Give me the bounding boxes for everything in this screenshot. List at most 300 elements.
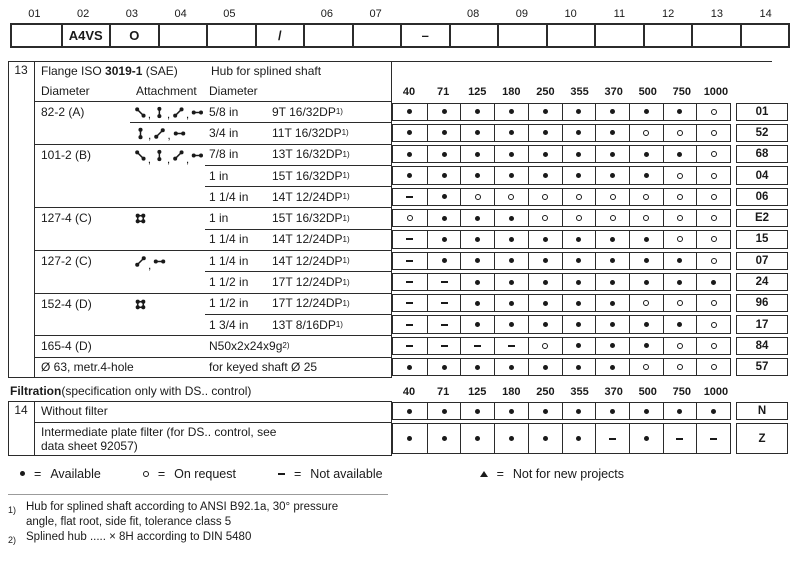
not-available-dash	[609, 438, 616, 440]
comma-separator: ,	[147, 106, 152, 121]
hub-size: 1 3/4 in	[205, 314, 268, 335]
availability-cell	[562, 167, 596, 183]
availability-cell	[393, 338, 427, 354]
availability-cell	[663, 125, 697, 141]
availability-row	[392, 358, 731, 376]
availability-row	[392, 230, 731, 248]
available-dot	[475, 409, 480, 414]
availability-cell	[562, 253, 596, 269]
availability-cell	[494, 231, 528, 247]
size-column-header: 125	[468, 86, 487, 98]
availability-cell	[629, 231, 663, 247]
availability-cell	[663, 316, 697, 332]
on-request-dot	[677, 194, 683, 200]
availability-row	[392, 188, 731, 206]
size-column-header: 71	[437, 86, 450, 98]
available-dot	[509, 280, 514, 285]
available-dot	[475, 322, 480, 327]
availability-cell	[494, 424, 528, 453]
availability-row	[392, 252, 731, 270]
position-label: 10	[564, 8, 577, 20]
on-request-dot	[542, 343, 548, 349]
on-request-dot	[711, 215, 717, 221]
hub-size: 1 in	[205, 165, 268, 186]
availability-cell	[460, 359, 494, 375]
availability-cell	[663, 274, 697, 290]
available-dot	[407, 173, 412, 178]
availability-cell	[427, 210, 461, 226]
position-label: 02	[77, 8, 90, 20]
availability-cell	[460, 146, 494, 162]
spline-spec: 15T 16/32DP 1)	[268, 207, 392, 228]
available-dot	[644, 173, 649, 178]
availability-row	[392, 337, 731, 355]
available-dot	[610, 365, 615, 370]
availability-cell	[696, 146, 730, 162]
not-available-dash	[406, 324, 413, 326]
size-column-headers	[392, 379, 733, 401]
not-available-dash	[406, 345, 413, 347]
availability-cell	[562, 295, 596, 311]
availability-cell	[696, 253, 730, 269]
availability-cell	[427, 295, 461, 311]
not-available-dash	[441, 302, 448, 304]
flange-header-standard: 3019-1	[105, 63, 143, 78]
available-dot	[442, 194, 447, 199]
legend-label: On request	[174, 466, 236, 481]
spline-text: 14T 12/24DP	[272, 232, 343, 247]
availability-cell	[528, 125, 562, 141]
availability-cell	[528, 210, 562, 226]
dumbbell-diagonal-down-icon	[134, 149, 147, 162]
availability-cell	[629, 359, 663, 375]
availability-cell	[494, 316, 528, 332]
order-code-cell	[158, 25, 207, 46]
not-available-dash	[406, 281, 413, 283]
available-dot	[610, 173, 615, 178]
order-code-cell	[691, 25, 740, 46]
spline-text: 14T 12/24DP	[272, 253, 343, 268]
available-dot	[509, 152, 514, 157]
availability-cell	[595, 231, 629, 247]
triangle-marker-icon	[480, 471, 488, 477]
available-dot	[543, 130, 548, 135]
on-request-dot	[475, 194, 481, 200]
available-dot	[677, 409, 682, 414]
not-available-dash	[406, 238, 413, 240]
spline-text: 13T 16/32DP	[272, 147, 343, 162]
size-column-header: 355	[570, 385, 589, 398]
availability-cell	[494, 403, 528, 419]
available-dot	[442, 152, 447, 157]
available-dot	[543, 436, 548, 441]
availability-cell	[562, 104, 596, 120]
equals-sign: =	[293, 466, 302, 481]
availability-cell	[562, 274, 596, 290]
on-request-dot	[711, 151, 717, 157]
availability-cell	[427, 125, 461, 141]
available-dot	[610, 322, 615, 327]
availability-cell	[696, 338, 730, 354]
availability-row	[392, 145, 731, 163]
available-dot	[677, 322, 682, 327]
availability-cell	[393, 403, 427, 419]
availability-cell	[562, 403, 596, 419]
order-code-cell	[740, 25, 789, 46]
availability-cell	[494, 210, 528, 226]
model-code: 84	[736, 337, 788, 355]
dumbbell-diagonal-up-icon	[153, 127, 166, 140]
footnote-text: Splined hub ..... × 8H according to DIN 5480	[26, 530, 252, 543]
availability-cell	[629, 146, 663, 162]
dumbbell-diagonal-up-icon	[134, 255, 147, 268]
availability-cell	[427, 231, 461, 247]
on-request-dot	[711, 173, 717, 179]
attachment-icons	[130, 293, 205, 336]
availability-cell	[696, 189, 730, 205]
footnote-marker: 2)	[8, 534, 17, 545]
availability-cell	[427, 424, 461, 453]
hub-size: 1 1/4 in	[205, 229, 268, 250]
order-code-cell	[206, 25, 255, 46]
spline-spec: 13T 8/16DP 1)	[268, 314, 392, 335]
availability-cell	[427, 274, 461, 290]
size-column-header: 40	[402, 385, 416, 398]
availability-cell	[663, 210, 697, 226]
available-dot	[407, 409, 412, 414]
on-request-dot	[643, 364, 649, 370]
availability-cell	[663, 338, 697, 354]
order-code-separator-cell: /	[255, 25, 304, 46]
legend-item-not-for-new-projects	[480, 467, 624, 481]
not-available-dash	[441, 324, 448, 326]
available-dot	[576, 152, 581, 157]
availability-cell	[595, 295, 629, 311]
filtration-title-rest: (specification only with DS.. control)	[61, 383, 252, 398]
model-code: 04	[736, 166, 788, 184]
not-available-dash	[676, 438, 683, 440]
dumbbell-horizontal-icon	[173, 127, 186, 140]
legend	[20, 467, 800, 481]
availability-cell	[427, 338, 461, 354]
position-label	[254, 6, 303, 23]
availability-cell	[696, 424, 730, 453]
size-column-header: 71	[437, 385, 450, 398]
available-dot	[644, 343, 649, 348]
available-dot	[475, 436, 480, 441]
available-dot	[20, 471, 25, 476]
available-dot	[576, 322, 581, 327]
on-request-dot	[576, 215, 582, 221]
availability-cell	[427, 167, 461, 183]
available-dot	[711, 409, 716, 414]
order-code-cell: A4VS	[61, 25, 110, 46]
availability-cell	[460, 167, 494, 183]
on-request-dot	[711, 194, 717, 200]
availability-cell	[562, 316, 596, 332]
availability-cell	[393, 125, 427, 141]
dumbbell-diagonal-up-icon	[172, 106, 185, 119]
availability-cell	[494, 104, 528, 120]
on-request-dot	[711, 343, 717, 349]
flange-size: 101-2 (B)	[35, 144, 130, 208]
available-dot	[543, 409, 548, 414]
dumbbell-horizontal-icon	[153, 255, 166, 268]
availability-cell	[460, 210, 494, 226]
available-dot	[576, 436, 581, 441]
on-request-dot	[711, 109, 717, 115]
hub-size: 3/4 in	[205, 122, 268, 143]
availability-cell	[528, 189, 562, 205]
availability-cell	[595, 104, 629, 120]
equals-sign: =	[157, 466, 166, 481]
on-request-dot	[677, 236, 683, 242]
availability-cell	[460, 403, 494, 419]
filter-option: Without filter	[41, 403, 108, 418]
availability-cell	[393, 210, 427, 226]
hub-size: 1 1/2 in	[205, 293, 268, 314]
availability-cell	[696, 210, 730, 226]
order-code-cell: O	[109, 25, 158, 46]
comma-separator: ,	[148, 258, 152, 273]
order-code-separator-cell: –	[400, 25, 449, 46]
availability-cell	[595, 359, 629, 375]
available-dot	[475, 365, 480, 370]
filter-option-text: Intermediate plate filter (for DS.. control, see data sheet 92057)	[41, 425, 277, 454]
available-dot	[576, 365, 581, 370]
spline-spec: 15T 16/32DP 1)	[268, 165, 392, 186]
legend-item-on-request	[143, 467, 236, 481]
available-dot	[677, 280, 682, 285]
position-label: 13	[710, 8, 723, 20]
available-dot	[543, 280, 548, 285]
dumbbell-diagonal-up-icon	[172, 149, 185, 162]
available-dot	[475, 130, 480, 135]
legend-item-not-available	[278, 467, 383, 481]
available-dot	[442, 173, 447, 178]
available-dot	[509, 173, 514, 178]
availability-cell	[460, 295, 494, 311]
availability-cell	[393, 424, 427, 453]
available-dot	[576, 237, 581, 242]
availability-cell	[663, 403, 697, 419]
spline-text: 14T 12/24DP	[272, 189, 343, 204]
legend-label: Not available	[310, 466, 383, 481]
availability-cell	[696, 403, 730, 419]
on-request-dot	[576, 194, 582, 200]
triangle-marker	[480, 471, 488, 477]
model-code: 07	[736, 252, 788, 270]
flange-hub-table	[8, 61, 788, 378]
available-dot	[407, 436, 412, 441]
availability-cell	[494, 253, 528, 269]
availability-cell	[663, 359, 697, 375]
available-dot	[576, 343, 581, 348]
availability-cell	[629, 253, 663, 269]
model-code: 15	[736, 230, 788, 248]
not-available-dash	[474, 345, 481, 347]
dumbbell-horizontal-icon	[191, 106, 204, 119]
available-dot	[442, 216, 447, 221]
on-request-dot	[711, 236, 717, 242]
model-code: 57	[736, 358, 788, 376]
available-dot	[644, 409, 649, 414]
available-dot	[610, 130, 615, 135]
on-request-dot	[610, 215, 616, 221]
flange-size: 127-2 (C)	[35, 250, 130, 293]
not-available-dash	[710, 438, 717, 440]
on-request-dot	[610, 194, 616, 200]
on-request-dot	[711, 300, 717, 306]
on-request-dot	[677, 130, 683, 136]
comma-separator: ,	[185, 106, 190, 121]
on-request-dot	[677, 173, 683, 179]
dumbbell-vertical-icon	[153, 106, 166, 119]
flange-size: 152-4 (D)	[35, 293, 130, 336]
availability-cell	[629, 210, 663, 226]
filtration-title-bold: Filtration	[10, 383, 62, 398]
available-dot	[407, 130, 412, 135]
availability-cell	[528, 316, 562, 332]
available-dot	[576, 301, 581, 306]
availability-cell	[393, 359, 427, 375]
size-column-header: 180	[502, 86, 521, 98]
availability-cell	[494, 274, 528, 290]
availability-cell	[494, 359, 528, 375]
available-dot	[509, 109, 514, 114]
on-request-dot	[677, 215, 683, 221]
availability-cell	[696, 231, 730, 247]
not-available-dash	[278, 473, 285, 475]
availability-cell	[595, 167, 629, 183]
availability-cell	[595, 274, 629, 290]
available-dot	[442, 109, 447, 114]
available-dot	[442, 409, 447, 414]
availability-cell	[494, 167, 528, 183]
spline-spec: 14T 12/24DP 1)	[268, 229, 392, 250]
available-dot	[644, 109, 649, 114]
available-dot	[509, 409, 514, 414]
footnote-divider	[8, 494, 388, 495]
legend-item-available	[20, 467, 101, 481]
not-available-dash	[278, 473, 285, 475]
availability-cell	[528, 359, 562, 375]
on-request-dot	[143, 471, 149, 477]
model-code: E2	[736, 209, 788, 227]
availability-cell	[393, 146, 427, 162]
comma-separator: ,	[167, 127, 171, 142]
spline-text: 13T 8/16DP	[272, 317, 336, 332]
availability-cell	[629, 189, 663, 205]
model-code: 06	[736, 188, 788, 206]
hub-size: 1 1/2 in	[205, 271, 268, 292]
attachment-icons	[130, 101, 205, 122]
dumbbell-vertical-icon	[134, 127, 147, 140]
four-dot-square-icon	[134, 212, 147, 225]
available-dot	[610, 301, 615, 306]
availability-cell	[494, 338, 528, 354]
position-label: 11	[613, 8, 626, 20]
availability-cell	[696, 167, 730, 183]
on-request-dot	[677, 343, 683, 349]
availability-cell	[494, 295, 528, 311]
attachment-icons	[130, 144, 205, 208]
availability-cell	[562, 424, 596, 453]
available-dot	[610, 280, 615, 285]
filter-option	[35, 422, 392, 456]
availability-row	[392, 294, 731, 312]
position-label: 09	[515, 8, 528, 20]
spline-spec: 11T 16/32DP 1)	[268, 122, 392, 143]
available-dot	[610, 109, 615, 114]
on-request-dot	[508, 194, 514, 200]
four-dot-square-icon	[134, 298, 147, 311]
available-dot	[543, 173, 548, 178]
availability-cell	[696, 125, 730, 141]
available-dot	[509, 130, 514, 135]
available-dot	[644, 237, 649, 242]
dumbbell-vertical-icon	[153, 149, 166, 162]
size-column-header: 370	[604, 86, 623, 98]
on-request-dot	[711, 258, 717, 264]
spline-spec	[205, 357, 392, 378]
availability-cell	[595, 146, 629, 162]
spline-text: 17T 12/24DP	[272, 275, 343, 290]
position-label	[400, 6, 449, 23]
available-dot	[543, 152, 548, 157]
availability-row	[392, 402, 731, 420]
flange-header-prefix: Flange ISO	[41, 63, 102, 78]
availability-row	[392, 423, 731, 454]
attachment-icons	[130, 207, 205, 250]
available-dot	[442, 436, 447, 441]
hub-header: Hub for splined shaft	[211, 63, 322, 78]
position-label: 08	[467, 8, 480, 20]
availability-row	[392, 124, 731, 142]
size-column-header: 250	[536, 86, 555, 98]
on-request-dot	[143, 471, 149, 477]
availability-cell	[663, 253, 697, 269]
availability-cell	[663, 167, 697, 183]
spline-text: 15T 16/32DP	[272, 211, 343, 226]
availability-cell	[696, 274, 730, 290]
spline-text: N50x2x24x9g	[209, 338, 283, 353]
available-dot	[576, 109, 581, 114]
available-dot	[543, 365, 548, 370]
available-dot	[442, 365, 447, 370]
footnote-marker: 1)	[8, 504, 17, 515]
spline-text: 11T 16/32DP	[272, 125, 342, 140]
on-request-dot	[643, 130, 649, 136]
available-dot	[509, 258, 514, 263]
available-dot	[610, 409, 615, 414]
position-label: 07	[369, 8, 382, 20]
footnote-2	[8, 530, 800, 548]
flange-size: 82-2 (A)	[35, 101, 130, 144]
order-code-cell	[352, 25, 401, 46]
available-dot	[644, 258, 649, 263]
available-dot	[644, 152, 649, 157]
order-code-cell	[449, 25, 498, 46]
order-code-bar	[10, 6, 790, 48]
available-dot	[543, 258, 548, 263]
dumbbell-horizontal-icon	[191, 149, 204, 162]
availability-cell	[663, 189, 697, 205]
spline-spec: 13T 16/32DP 1)	[268, 144, 392, 165]
availability-cell	[629, 424, 663, 453]
available-dot	[677, 152, 682, 157]
availability-cell	[562, 338, 596, 354]
